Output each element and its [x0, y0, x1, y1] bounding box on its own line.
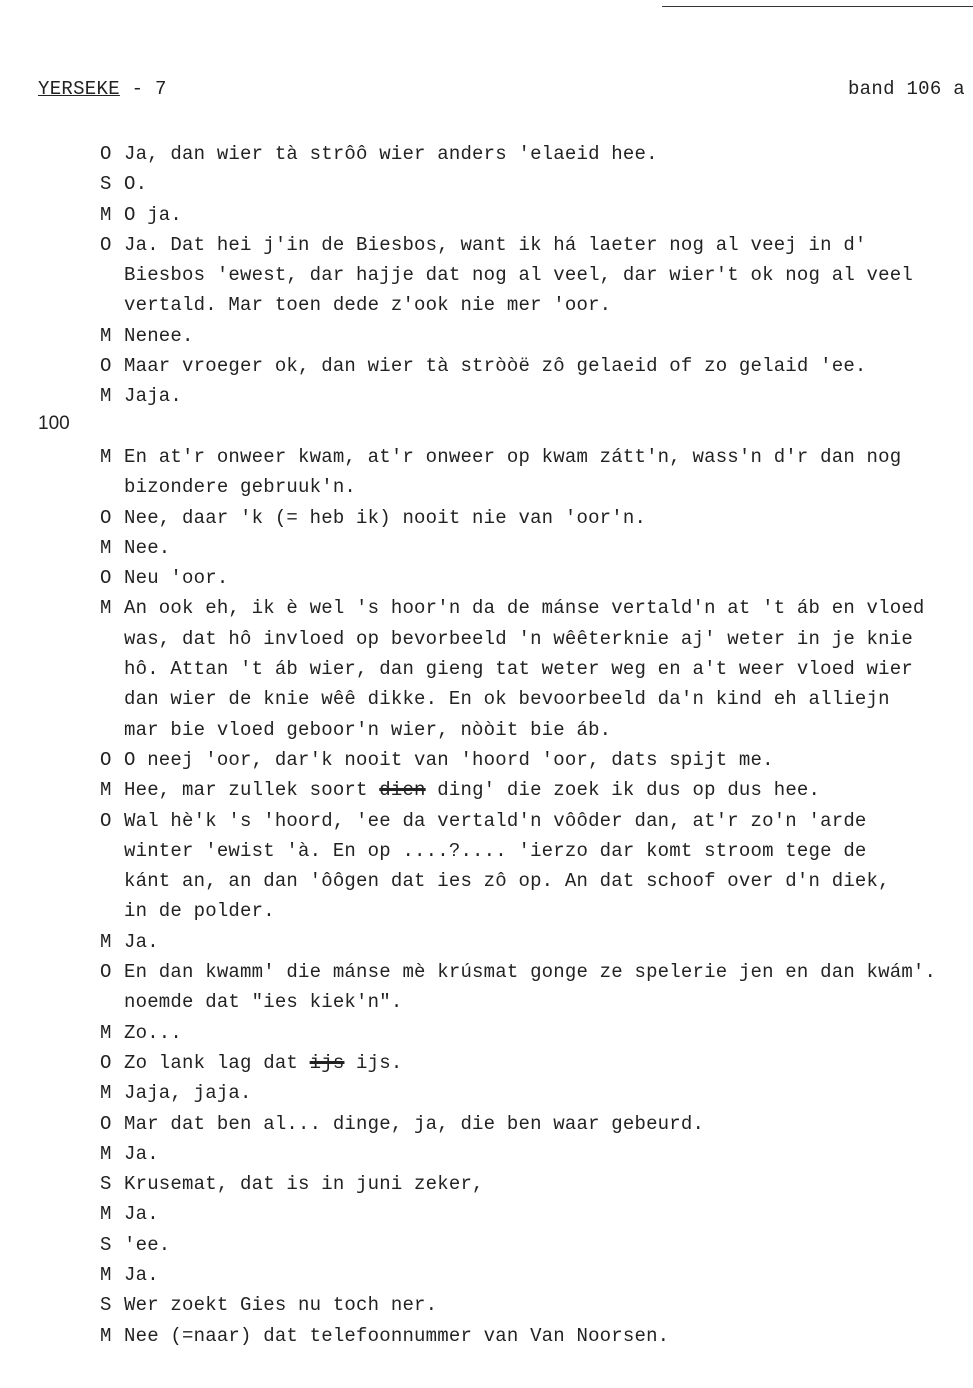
utterance-text: O ja.: [124, 203, 183, 226]
speaker-indent: [100, 684, 124, 714]
utterance-text: Wal hè'k 's 'hoord, 'ee da vertald'n vôôder dan, at'r zo'n 'arde: [124, 809, 867, 832]
speaker-indent: [100, 624, 124, 654]
speaker-label: M: [100, 597, 112, 620]
transcript-line: [100, 775, 973, 805]
utterance-text: kánt an, an dan 'ôôgen dat ies zô op. An dat schoof over d'n diek,: [124, 870, 890, 893]
utterance-text: Ja, dan wier tà strôô wier anders 'elaeid hee.: [124, 143, 658, 165]
utterance-text: O.: [124, 173, 148, 196]
transcript-line: [100, 684, 973, 714]
utterance-text: Krusemat, dat is in juni zeker,: [124, 1173, 484, 1196]
utterance-text: En dan kwamm' die mánse mè krúsmat gonge ze spelerie jen en dan kwám'.: [124, 961, 937, 984]
speaker-label: S: [100, 1294, 112, 1317]
utterance-text: Ja.: [124, 1142, 159, 1165]
speaker-label: M: [100, 536, 112, 559]
transcript-line: [100, 1139, 973, 1169]
speaker-label: O: [100, 506, 112, 529]
page-number: - 7: [119, 78, 167, 100]
speaker-indent: [100, 654, 124, 684]
utterance-text: En at'r onweer kwam, at'r onweer op kwam zátt'n, wass'n d'r dan nog: [124, 445, 902, 468]
transcript-line: [100, 290, 973, 320]
speaker-label: M: [100, 1263, 112, 1286]
transcript-line: [100, 745, 973, 775]
utterance-text: Neu 'oor.: [124, 567, 229, 590]
transcript-line: [100, 836, 973, 866]
speaker-label: M: [100, 445, 112, 468]
transcript-line: [100, 624, 973, 654]
utterance-text: Maar vroeger ok, dan wier tà stròòë zô gelaeid of zo gelaid 'ee.: [124, 355, 867, 378]
speaker-label: M: [100, 385, 112, 408]
utterance-text: vertald. Mar toen dede z'ook nie mer 'oor.: [124, 294, 612, 317]
utterance-text: 'ee.: [124, 1233, 171, 1256]
transcript-line: [100, 503, 973, 533]
speaker-indent: [100, 472, 124, 502]
utterance-text: O neej 'oor, dar'k nooit van 'hoord 'oor, dats spijt me.: [124, 748, 774, 771]
speaker-indent: [100, 260, 124, 290]
utterance-text: was, dat hô invloed op bevorbeeld 'n wêêterknie aj' weter in je knie: [124, 627, 913, 650]
transcript-line: [100, 1230, 973, 1260]
speaker-label: S: [100, 1173, 112, 1196]
utterance-text: winter 'ewist 'à. En op ....?.... 'ierzo dar komt stroom tege de: [124, 839, 867, 862]
place-name: YERSEKE: [38, 78, 120, 100]
transcript-line: [100, 927, 973, 957]
transcript-line: [100, 896, 973, 926]
utterance-text: bizondere gebruuk'n.: [124, 476, 357, 499]
top-rule: [662, 6, 973, 7]
page-header: [38, 78, 965, 100]
speaker-label: O: [100, 809, 112, 832]
struck-text: dien: [379, 779, 426, 802]
utterance-text: Nee, daar 'k (= heb ik) nooit nie van 'oor'n.: [124, 506, 647, 529]
transcript-line: [100, 139, 973, 169]
speaker-label: M: [100, 1324, 112, 1347]
transcript-line: [100, 1078, 973, 1108]
utterance-text: Zo lank lag dat: [124, 1051, 299, 1074]
transcript-line: [100, 866, 973, 896]
transcript-line: [100, 1199, 973, 1229]
transcript-line: [100, 321, 973, 351]
speaker-label: O: [100, 961, 112, 984]
utterance-text-after: ijs.: [344, 1051, 403, 1074]
transcript-line: [100, 472, 973, 502]
speaker-indent: [100, 896, 124, 926]
transcript-line: [100, 654, 973, 684]
speaker-label: O: [100, 567, 112, 590]
speaker-indent: [100, 866, 124, 896]
speaker-indent: [100, 987, 124, 1017]
transcript-line: [100, 260, 973, 290]
transcript-line: [100, 957, 973, 987]
utterance-text: Jaja.: [124, 385, 183, 408]
band-label: band 106 a: [847, 78, 965, 100]
utterance-text: noemde dat "ies kiek'n".: [124, 991, 403, 1014]
utterance-text: Mar dat ben al... dinge, ja, die ben waar gebeurd.: [124, 1112, 705, 1135]
transcript-line: [100, 1169, 973, 1199]
speaker-label: O: [100, 233, 112, 256]
transcript-body: [100, 139, 973, 1351]
utterance-text: Wer zoekt Gies nu toch ner.: [124, 1294, 438, 1317]
transcript-line: [100, 1260, 973, 1290]
transcript-line: [100, 169, 973, 199]
speaker-label: M: [100, 1082, 112, 1105]
speaker-label: M: [100, 203, 112, 226]
transcript-line: [100, 987, 973, 1017]
utterance-text: An ook eh, ik è wel 's hoor'n da de mánse vertald'n at 't áb en vloed: [124, 597, 925, 620]
transcript-line: [100, 442, 973, 472]
utterance-text: mar bie vloed geboor'n wier, nòòit bie áb.: [124, 718, 612, 741]
transcript-line: [100, 1109, 973, 1139]
transcript-line: [100, 200, 973, 230]
transcript-line: [100, 230, 973, 260]
utterance-text: Hee, mar zullek soort: [124, 779, 368, 802]
transcript-line: [100, 1018, 973, 1048]
speaker-label: O: [100, 355, 112, 378]
transcript-line: [100, 1290, 973, 1320]
transcript-line: [100, 351, 973, 381]
utterance-text: Ja.: [124, 1203, 159, 1226]
transcript-line: [100, 1048, 973, 1078]
speaker-indent: [100, 836, 124, 866]
speaker-label: M: [100, 1203, 112, 1226]
utterance-text: Nee.: [124, 536, 171, 559]
struck-text: ijs: [309, 1051, 345, 1074]
utterance-text: Ja.: [124, 930, 159, 953]
transcript-line: [100, 593, 973, 623]
transcript-line: [100, 715, 973, 745]
utterance-text: hô. Attan 't áb wier, dan gieng tat weter weg en a't weer vloed wier: [124, 658, 913, 681]
utterance-text: in de polder.: [124, 900, 275, 923]
utterance-text: Nee (=naar) dat telefoonnummer van Van Noorsen.: [124, 1324, 670, 1347]
speaker-label: M: [100, 930, 112, 953]
speaker-label: S: [100, 1233, 112, 1256]
speaker-label: O: [100, 143, 112, 165]
speaker-indent: [100, 715, 124, 745]
utterance-text: Biesbos 'ewest, dar hajje dat nog al veel, dar wier't ok nog al veel: [124, 264, 913, 287]
speaker-label: M: [100, 324, 112, 347]
speaker-indent: [100, 290, 124, 320]
utterance-text-after: ding' die zoek ik dus op dus hee.: [425, 779, 821, 802]
transcript-line: [100, 1321, 973, 1351]
transcript-line: [100, 381, 973, 411]
utterance-text: Ja.: [124, 1263, 159, 1286]
speaker-label: M: [100, 1021, 112, 1044]
utterance-text: dan wier de knie wêê dikke. En ok bevoorbeeld da'n kind eh alliejn: [124, 688, 890, 711]
utterance-text: Zo...: [124, 1021, 183, 1044]
speaker-label: M: [100, 1142, 112, 1165]
speaker-label: O: [100, 1112, 112, 1135]
speaker-label: S: [100, 173, 112, 196]
speaker-label: O: [100, 748, 112, 771]
speaker-label: M: [100, 779, 112, 802]
speaker-label: O: [100, 1051, 112, 1074]
utterance-text: Jaja, jaja.: [124, 1082, 252, 1105]
utterance-text: Ja. Dat hei j'in de Biesbos, want ik há laeter nog al veej in d': [124, 233, 867, 256]
transcript-line: [100, 533, 973, 563]
transcript-line: [100, 563, 973, 593]
transcript-line: [100, 806, 973, 836]
utterance-text: Nenee.: [124, 324, 194, 347]
margin-line-number: 100: [38, 413, 70, 434]
